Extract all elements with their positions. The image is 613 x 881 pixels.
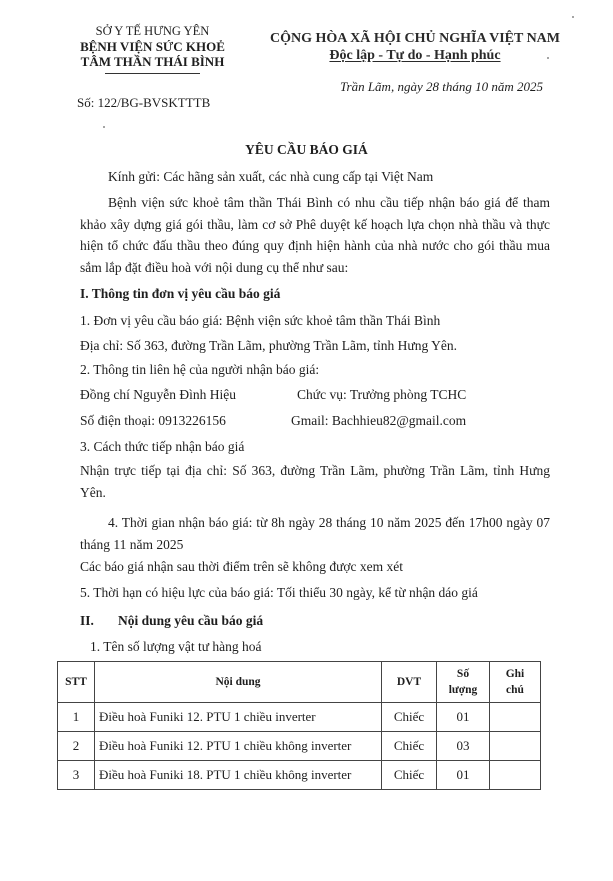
- goods-list-heading: 1. Tên số lượng vật tư hàng hoá: [90, 639, 262, 654]
- row-quantity: 01: [437, 703, 490, 732]
- col-unit: DVT: [382, 662, 437, 703]
- col-note-line1: Ghi: [505, 668, 525, 680]
- row-note: [490, 761, 541, 790]
- scan-speck: [547, 57, 549, 59]
- table-row: [58, 761, 541, 790]
- document-title: YÊU CẦU BÁO GIÁ: [245, 142, 368, 157]
- col-quantity: [437, 662, 490, 703]
- country-name: CỘNG HÒA XÃ HỘI CHỦ NGHĨA VIỆT NAM: [269, 31, 560, 46]
- row-note: [490, 732, 541, 761]
- section2-heading: Nội dung yêu cầu báo giá: [118, 613, 264, 628]
- row-quantity: 01: [437, 761, 490, 790]
- hospital-name-line2: TÂM THẦN THÁI BÌNH: [80, 54, 225, 69]
- receive-method-heading: 3. Cách thức tiếp nhận báo giá: [80, 439, 245, 454]
- row-stt: 3: [58, 761, 95, 790]
- contact-name: Đồng chí Nguyễn Đình Hiệu: [80, 387, 236, 402]
- row-quantity: 03: [437, 732, 490, 761]
- requesting-unit: 1. Đơn vị yêu cầu báo giá: Bệnh viện sức khoẻ tâm thần Thái Bình: [80, 313, 441, 328]
- validity-period: 5. Thời hạn có hiệu lực của báo giá: Tối thiểu 30 ngày, kể từ nhận dáo giá: [80, 585, 478, 600]
- row-stt: 1: [58, 703, 95, 732]
- row-content: Điều hoà Funiki 12. PTU 1 chiều inverter: [95, 703, 382, 732]
- intro-paragraph: Bệnh viện sức khoẻ tâm thần Thái Bình có nhu cầu tiếp nhận báo giá để tham khảo xây dựng giá gói thầu, làm cơ sở Phê duyệt kế hoạch lựa chọn nhà thầu và thực hiện tổ chức đấu thầu theo đúng quy định hiện hành của nhà nước cho gói thầu mua sắm lắp đặt điều hoà với nội dung cụ thể như sau:: [80, 195, 550, 275]
- col-content: Nội dung: [95, 662, 382, 703]
- table-row: [58, 703, 541, 732]
- col-note: [490, 662, 541, 703]
- col-quantity-line2: lượng: [448, 684, 478, 696]
- table-row: [58, 732, 541, 761]
- contact-email: Gmail: Bachhieu82@gmail.com: [291, 413, 467, 428]
- receive-time: 4. Thời gian nhận báo giá: từ 8h ngày 28 tháng 10 năm 2025 đến 17h00 ngày 07 tháng 11 năm 2025: [80, 515, 550, 552]
- hospital-name-line1: BỆNH VIỆN SỨC KHOẺ: [80, 39, 225, 54]
- contact-phone: Số điện thoại: 0913226156: [80, 413, 226, 428]
- row-content: Điều hoà Funiki 18. PTU 1 chiều không inverter: [95, 761, 382, 790]
- contact-info-heading: 2. Thông tin liên hệ của người nhận báo giá:: [80, 362, 320, 377]
- document-number: Số: 122/BG-BVSKTTTB: [77, 95, 211, 110]
- unit-address: Địa chỉ: Số 363, đường Trần Lãm, phường Trần Lãm, tỉnh Hưng Yên.: [80, 338, 457, 353]
- scan-speck: [572, 16, 574, 18]
- receive-address: Nhận trực tiếp tại địa chỉ: Số 363, đường Trần Lãm, phường Trần Lãm, tỉnh Hưng Yên.: [80, 463, 550, 500]
- row-unit: Chiếc: [382, 703, 437, 732]
- greeting: Kính gửi: Các hãng sản xuất, các nhà cung cấp tại Việt Nam: [108, 169, 434, 184]
- table-header-row: [58, 662, 541, 703]
- late-submission-note: Các báo giá nhận sau thời điểm trên sẽ không được xem xét: [80, 559, 404, 574]
- header-underline: [105, 73, 200, 74]
- issuer-header: [50, 24, 255, 69]
- row-content: Điều hoà Funiki 12. PTU 1 chiều không inverter: [95, 732, 382, 761]
- contact-position: Chức vụ: Trưởng phòng TCHC: [297, 387, 467, 402]
- goods-table: [57, 661, 541, 790]
- col-quantity-line1: Số: [456, 668, 470, 680]
- row-unit: Chiếc: [382, 761, 437, 790]
- section1-heading: I. Thông tin đơn vị yêu cầu báo giá: [80, 286, 281, 301]
- row-note: [490, 703, 541, 732]
- row-unit: Chiếc: [382, 732, 437, 761]
- scan-speck: [103, 126, 105, 128]
- section2-number: II.: [80, 613, 94, 628]
- row-stt: 2: [58, 732, 95, 761]
- national-header: [255, 30, 575, 64]
- document-date: Trần Lãm, ngày 28 tháng 10 năm 2025: [340, 79, 543, 94]
- col-note-line2: chú: [506, 684, 524, 696]
- department-name: SỞ Y TẾ HƯNG YÊN: [95, 24, 210, 38]
- col-stt: STT: [58, 662, 95, 703]
- national-motto: Độc lập - Tự do - Hạnh phúc: [329, 48, 501, 63]
